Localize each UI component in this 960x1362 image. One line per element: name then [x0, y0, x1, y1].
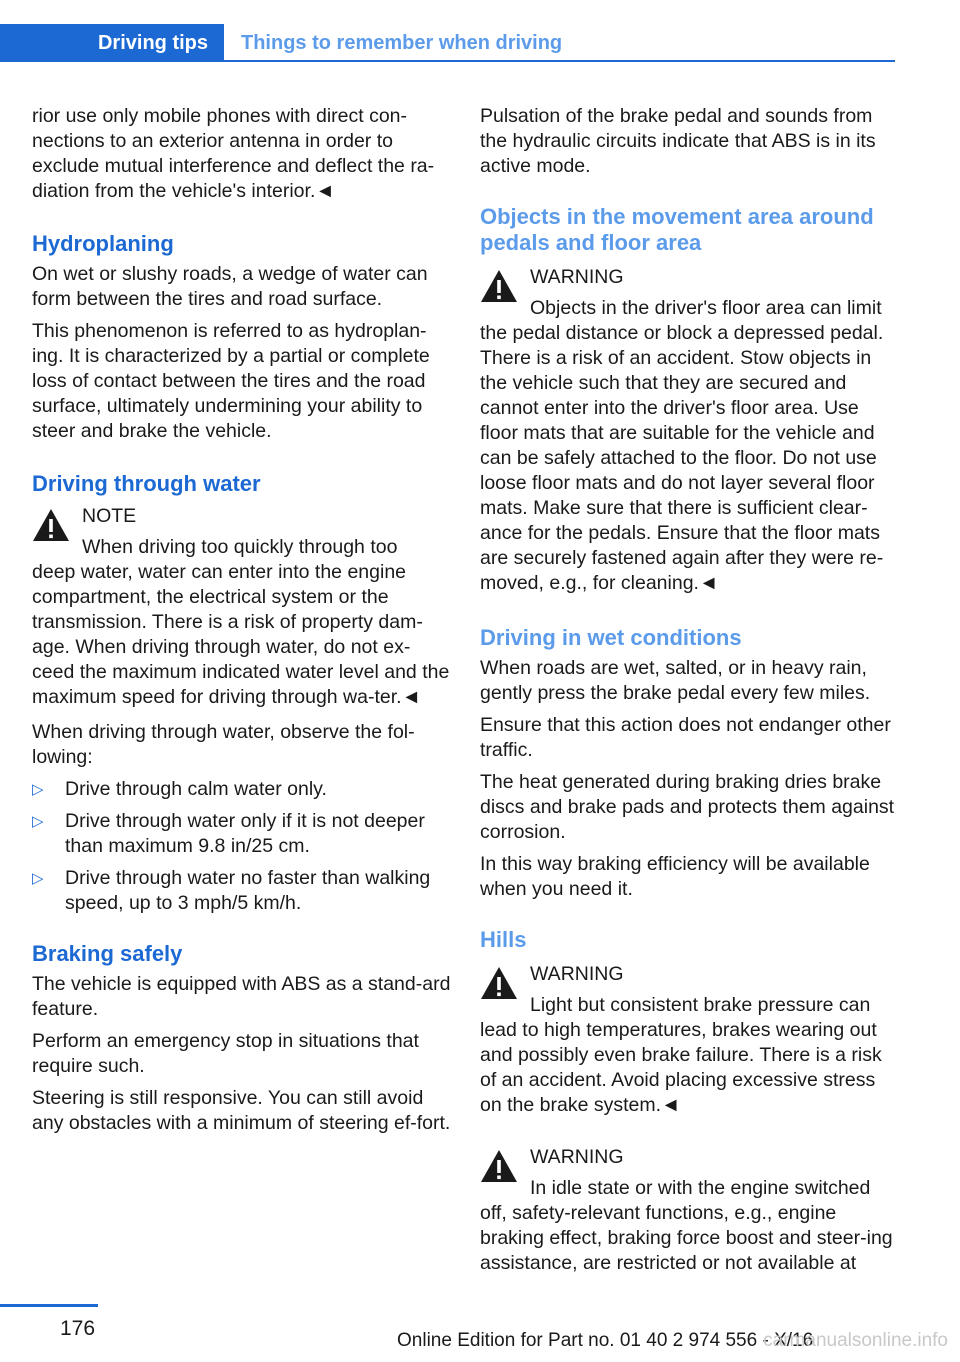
list-item: ▷ Drive through water no faster than walking speed, up to 3 mph/5 km/h. — [32, 867, 431, 914]
warning-label: WARNING — [530, 266, 624, 288]
warning-label: WARNING — [530, 963, 624, 985]
heading-braking-safely: Braking safely — [32, 941, 183, 966]
wet-paragraph-3: The heat generated during braking dries brake discs and brake pads and protects them against corrosion. — [480, 771, 895, 843]
warning-triangle-icon — [480, 269, 518, 303]
note-block — [32, 504, 452, 710]
warning-body: off, safety-relevant functions, e.g., engine braking effect, braking force boost and steer-ing assistance, are restricted or not available at — [480, 1202, 893, 1274]
water-intro: When driving through water, observe the fol-lowing: — [32, 721, 415, 768]
chapter-tab[interactable]: Driving tips — [0, 24, 224, 62]
warning-triangle-icon — [480, 1149, 518, 1183]
page-header — [0, 24, 895, 62]
wet-paragraph-1: When roads are wet, salted, or in heavy rain, gently press the brake pedal every few miles. — [480, 657, 871, 704]
watermark: carmanualsonline.info — [763, 1330, 948, 1351]
edition-text: Online Edition for Part no. 01 40 2 974 556 - X/16 — [397, 1330, 814, 1351]
warning-block-objects — [480, 265, 895, 596]
warning-block-hills-1 — [480, 962, 895, 1118]
warning-triangle-icon — [32, 508, 70, 542]
section-title[interactable]: Things to remember when driving — [241, 32, 563, 54]
warning-label: WARNING — [530, 1146, 624, 1168]
warning-triangle-icon — [480, 966, 518, 1000]
warning-first-line: In idle state or with the engine switched — [530, 1177, 871, 1199]
note-first-line: When driving too quickly through too — [82, 536, 398, 558]
left-column — [32, 104, 452, 1143]
heading-wet-conditions: Driving in wet conditions — [480, 625, 742, 650]
page-number: 176 — [60, 1317, 96, 1340]
water-list — [32, 777, 452, 916]
warning-block-hills-2 — [480, 1145, 895, 1276]
footer-rule — [0, 1304, 98, 1307]
header-rule — [0, 60, 895, 62]
heading-objects-pedals: Objects in the movement area around pedals and floor area — [480, 204, 874, 255]
note-body: deep water, water can enter into the engine compartment, the electrical system or the transmission. There is a risk of property dam-age. When driving through water, do not ex-ceed the maximum indicated water level and the maximum speed for driving through wa-ter.◄ — [32, 561, 450, 708]
right-column — [480, 104, 895, 1283]
list-item: ▷ Drive through calm water only. — [32, 778, 327, 800]
heading-hydroplaning: Hydroplaning — [32, 231, 174, 256]
braking-paragraph-2: Perform an emergency stop in situations that require such. — [32, 1030, 419, 1077]
triangle-bullet-icon: ▷ — [32, 781, 44, 798]
intro-paragraph: rior use only mobile phones with direct con-nections to an exterior antenna in order to exclude mutual interference and deflect the ra-diation from the vehicle's interior.◄ — [32, 105, 435, 202]
abs-paragraph: Pulsation of the brake pedal and sounds from the hydraulic circuits indicate that ABS is in its active mode. — [480, 105, 876, 177]
list-item: ▷ Drive through water only if it is not deeper than maximum 9.8 in/25 cm. — [32, 810, 425, 857]
braking-paragraph-3: Steering is still responsive. You can still avoid any obstacles with a minimum of steering ef-fort. — [32, 1087, 451, 1134]
triangle-bullet-icon: ▷ — [32, 870, 44, 887]
braking-paragraph-1: The vehicle is equipped with ABS as a stand-ard feature. — [32, 973, 451, 1020]
hydroplaning-paragraph-1: On wet or slushy roads, a wedge of water can form between the tires and road surface. — [32, 263, 428, 310]
wet-paragraph-4: In this way braking efficiency will be available when you need it. — [480, 853, 870, 900]
warning-body: lead to high temperatures, brakes wearing out and possibly even brake failure. There is a risk of an accident. Avoid placing excessive stress on the brake system.◄ — [480, 1019, 882, 1116]
warning-first-line: Objects in the driver's floor area can limit — [530, 297, 882, 319]
triangle-bullet-icon: ▷ — [32, 813, 44, 830]
hydroplaning-paragraph-2: This phenomenon is referred to as hydroplan-ing. It is characterized by a partial or complete loss of contact between the tires and the road surface, ultimately undermining your ability to steer and brake the vehicle. — [32, 320, 430, 442]
warning-body: the pedal distance or block a depressed pedal. There is a risk of an accident. Stow objects in the vehicle such that they are secured and cannot enter into the driver's floor area. Use floor mats that are suitable for the vehicle and can be safely attached to the floor. Do not use loose floor mats and do not layer several floor mats. Make sure that there is sufficient clear-ance for the pedals. Ensure that the floor mats are securely fastened again after they were re-moved, e.g., for cleaning.◄ — [480, 322, 884, 594]
note-label: NOTE — [82, 505, 137, 527]
wet-paragraph-2: Ensure that this action does not endanger other traffic. — [480, 714, 891, 761]
warning-first-line: Light but consistent brake pressure can — [530, 994, 871, 1016]
heading-hills: Hills — [480, 927, 527, 952]
heading-driving-through-water: Driving through water — [32, 471, 261, 496]
